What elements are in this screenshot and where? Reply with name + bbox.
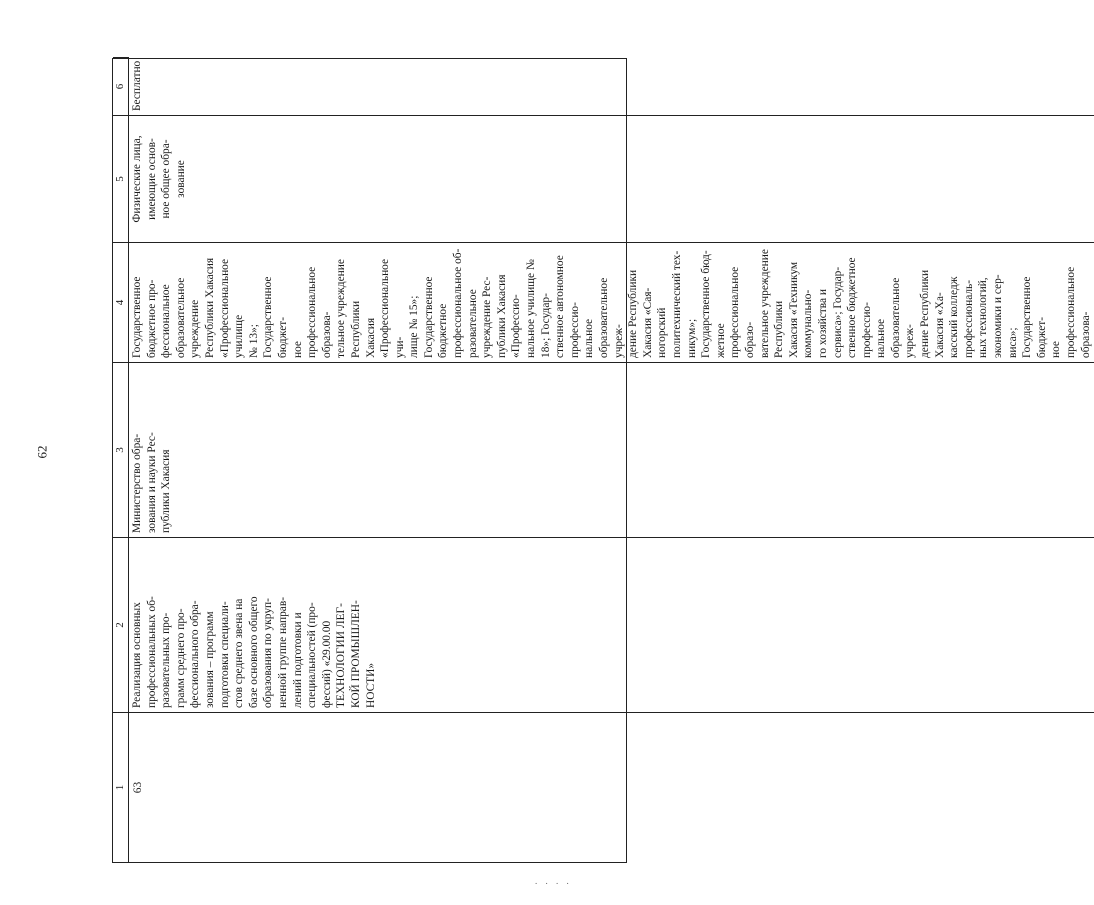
column-header-3: 3 [113, 362, 129, 537]
services-table-wrapper [112, 58, 1092, 863]
providers-list: Государственное бюджетное про- фессиональное образовательное учреждение Республики Хакасия «Профессиональное училище № 13»; Государственное бюджет- ное профессиональное образова- тельное учреждение Республики Хакасия «Профессиональное учи- лище № 15»; Государственное бюджетное профессиональное об- разовательное учреждение Рес- публики Хакасия «Профессио- нальное училище № 18»; Государ- ственное автономное профессио- нальное образовательное учреж- дение Республики Хакасия «Сая- ногорский политехнический тех- никум»; Государственное бюд- жетное профессиональное образо- вательное учреждение Республики Хакасия «Техникум коммунально- го хозяйства и сервиса»; Государ- ственное бюджетное профессио- нальное образовательное учреж- дение Республики Хакасия «Ха- касский колледж профессиональ- ных технологий, экономики и сер- виса»; Государственное бюджет- ное профессиональное образова- [129, 242, 1094, 362]
column-header-2: 2 [113, 537, 129, 712]
column-header-4: 4 [113, 242, 129, 362]
column-header-5: 5 [113, 115, 129, 242]
column-header-6: 6 [113, 57, 129, 115]
footer-marks: . . . . [535, 876, 572, 886]
authority-name: Министерство обра- зования и науки Рес- публики Хакасия [129, 362, 1094, 537]
service-name: Реализация основных профессиональных об- разовательных про- грамм среднего про- фессионального обра- зования – программ подготовки специали- стов среднего звена на базе основного общего образования по укруп- ненной группе направ- лений подготовки и специальностей (про- фессий) «29.00.00 ТЕХНОЛОГИИ ЛЕГ- КОЙ ПРОМЫШЛЕН- НОСТИ» [129, 537, 1094, 712]
services-table [112, 58, 1092, 863]
row-number: 63 [129, 712, 1094, 862]
cost-value: Бесплатно [131, 60, 143, 111]
page-number: 62 [34, 445, 50, 459]
recipients-category: Физические лица, имеющие основ- ное общее обра- зование [129, 115, 1094, 242]
column-header-1: 1 [113, 712, 129, 862]
